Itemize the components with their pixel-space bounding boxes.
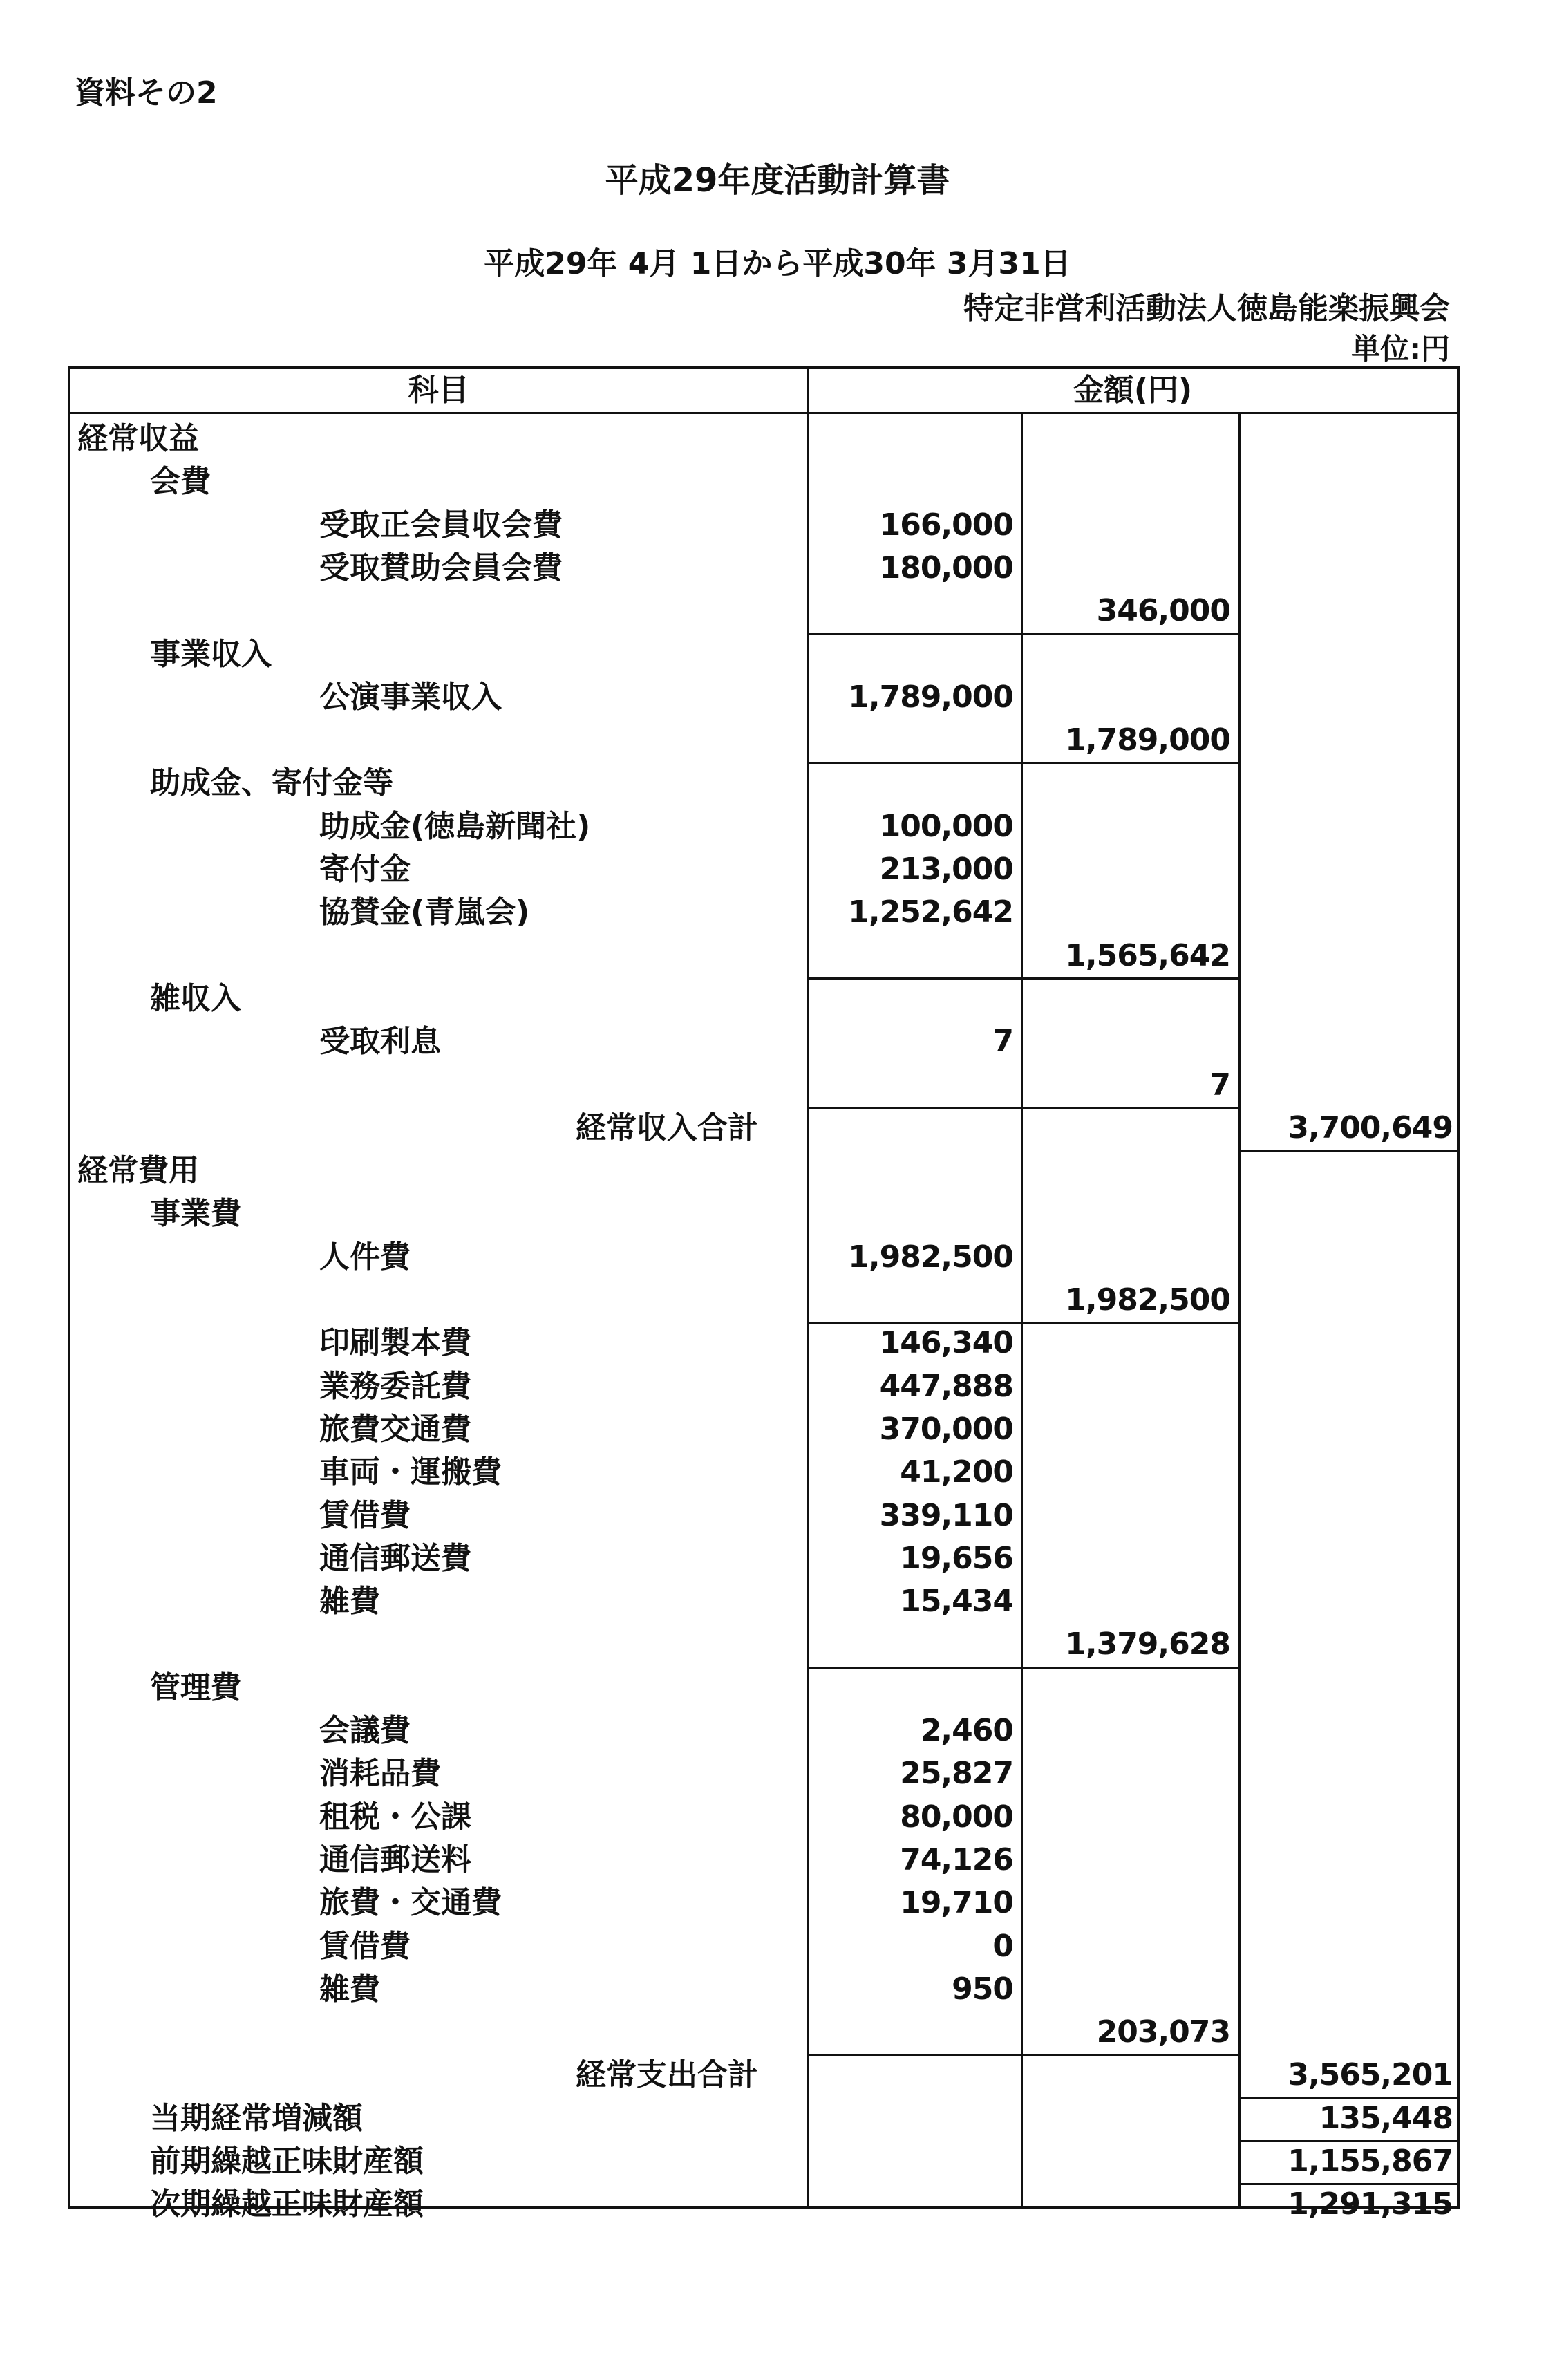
table-row: [70, 1365, 1457, 1408]
table-row: [70, 1064, 1457, 1107]
column-header-amount: 金額(円): [1073, 373, 1193, 408]
table-row: [70, 1408, 1457, 1451]
row-label: 次期繰越正味財産額: [150, 2186, 424, 2222]
row-label: 消耗品費: [319, 1756, 441, 1792]
row-label: 賃借費: [319, 1497, 411, 1533]
detail-amount: 447,888: [879, 1368, 1013, 1404]
row-label: 受取賛助会員会費: [319, 550, 563, 585]
fiscal-period: 平成29年 4月 1日から平成30年 3月31日: [484, 246, 1071, 281]
row-label: 管理費: [150, 1669, 241, 1705]
table-row: [70, 547, 1457, 590]
table-row: [70, 460, 1457, 503]
table-row: [70, 1968, 1457, 2011]
detail-amount: 1,982,500: [848, 1239, 1013, 1275]
row-label: 会費: [150, 464, 211, 500]
row-label: 事業収入: [150, 636, 272, 672]
row-label: 受取利息: [319, 1024, 441, 1060]
subtotal-amount: 7: [1209, 1067, 1230, 1103]
row-label: 車両・運搬費: [319, 1454, 502, 1490]
table-row: [70, 2054, 1457, 2097]
row-label: 助成金、寄付金等: [150, 765, 393, 801]
detail-amount: 180,000: [879, 550, 1013, 585]
table-row: [70, 1020, 1457, 1063]
detail-amount: 19,656: [900, 1540, 1013, 1576]
currency-unit: 単位:円: [1351, 332, 1450, 366]
total-amount: 135,448: [1319, 2100, 1453, 2136]
table-row: [70, 1451, 1457, 1494]
table-row: [70, 1709, 1457, 1752]
table-row: [70, 1667, 1457, 1709]
row-label: 印刷製本費: [319, 1325, 471, 1361]
detail-amount: 0: [992, 1928, 1013, 1964]
detail-amount: 7: [992, 1024, 1013, 1060]
table-row: [70, 935, 1457, 977]
subtotal-amount: 1,982,500: [1065, 1282, 1230, 1318]
row-label: 公演事業収入: [319, 679, 502, 715]
row-label: 賃借費: [319, 1928, 411, 1964]
table-row: [70, 1150, 1457, 1192]
table-row: [70, 891, 1457, 934]
row-label: 雑費: [319, 1584, 380, 1620]
row-label: 事業費: [150, 1196, 241, 1232]
total-amount: 1,155,867: [1288, 2144, 1453, 2179]
detail-amount: 41,200: [900, 1454, 1013, 1490]
row-label: 経常支出合計: [576, 2057, 758, 2093]
row-label: 寄付金: [319, 852, 411, 887]
section-total-rule: [807, 2054, 1238, 2056]
subtotal-amount: 346,000: [1096, 593, 1230, 629]
row-label: 受取正会員収会費: [319, 507, 563, 543]
table-row: [70, 2097, 1457, 2140]
row-label: 協賛金(青嵐会): [319, 894, 530, 930]
table-row: [70, 1623, 1457, 1666]
row-label: 助成金(徳島新聞社): [319, 808, 591, 844]
row-label: 経常収益: [77, 421, 199, 456]
table-row: [70, 762, 1457, 805]
detail-amount: 19,710: [900, 1885, 1013, 1921]
table-row: [70, 1279, 1457, 1322]
table-row: [70, 1752, 1457, 1795]
detail-amount: 146,340: [879, 1325, 1013, 1361]
table-row: [70, 977, 1457, 1020]
table-row: [70, 719, 1457, 762]
row-label: 旅費・交通費: [319, 1885, 502, 1921]
table-row: [70, 1925, 1457, 1968]
table-row: [70, 1796, 1457, 1839]
row-label: 前期繰越正味財産額: [150, 2144, 424, 2179]
organization-name: 特定非営利活動法人徳島能楽振興会: [963, 291, 1450, 326]
table-row: [70, 1236, 1457, 1279]
row-label: 経常収入合計: [576, 1109, 758, 1145]
table-row: [70, 805, 1457, 848]
table-row: [70, 1494, 1457, 1537]
row-label: 会議費: [319, 1713, 411, 1748]
detail-amount: 166,000: [879, 507, 1013, 543]
row-label: 業務委託費: [319, 1368, 471, 1404]
row-label: 通信郵送費: [319, 1540, 471, 1576]
section-total-rule: [807, 1107, 1238, 1109]
table-row: [70, 1839, 1457, 1882]
detail-amount: 213,000: [879, 852, 1013, 887]
table-row: [70, 1322, 1457, 1365]
table-row: [70, 590, 1457, 633]
table-row: [70, 1107, 1457, 1150]
total-amount: 3,565,201: [1288, 2057, 1453, 2093]
header-divider: [70, 412, 1457, 414]
document-title: 平成29年度活動計算書: [605, 161, 950, 200]
table-row: [70, 848, 1457, 891]
table-row: [70, 2140, 1457, 2183]
row-label: 旅費交通費: [319, 1411, 471, 1447]
table-row: [70, 1580, 1457, 1623]
subtotal-amount: 1,789,000: [1065, 722, 1230, 758]
table-row: [70, 1537, 1457, 1580]
table-row: [70, 676, 1457, 719]
detail-amount: 950: [952, 1971, 1013, 2007]
detail-amount: 15,434: [900, 1584, 1013, 1620]
table-row: [70, 2011, 1457, 2054]
row-label: 雑収入: [150, 980, 241, 1016]
detail-amount: 74,126: [900, 1842, 1013, 1877]
subtotal-amount: 203,073: [1096, 2014, 1230, 2050]
table-row: [70, 2183, 1457, 2226]
row-label: 経常費用: [77, 1153, 199, 1189]
row-label: 人件費: [319, 1239, 411, 1275]
column-header-subject: 科目: [408, 373, 469, 408]
detail-amount: 2,460: [920, 1713, 1013, 1748]
subtotal-amount: 1,379,628: [1065, 1627, 1230, 1662]
table-row: [70, 418, 1457, 460]
detail-amount: 1,252,642: [848, 894, 1013, 930]
table-row: [70, 504, 1457, 547]
total-amount: 1,291,315: [1288, 2186, 1453, 2222]
document-label: 資料その2: [75, 75, 218, 111]
row-label: 租税・公課: [319, 1799, 471, 1835]
total-amount: 3,700,649: [1288, 1109, 1453, 1145]
row-label: 通信郵送料: [319, 1842, 471, 1877]
detail-amount: 370,000: [879, 1411, 1013, 1447]
detail-amount: 100,000: [879, 808, 1013, 844]
subtotal-amount: 1,565,642: [1065, 937, 1230, 973]
table-row: [70, 1882, 1457, 1924]
row-label: 雑費: [319, 1971, 380, 2007]
detail-amount: 25,827: [900, 1756, 1013, 1792]
detail-amount: 339,110: [879, 1497, 1013, 1533]
row-label: 当期経常増減額: [150, 2100, 363, 2136]
table-row: [70, 1192, 1457, 1235]
table-row: [70, 633, 1457, 676]
detail-amount: 80,000: [900, 1799, 1013, 1835]
activity-statement-table: [68, 366, 1460, 2222]
detail-amount: 1,789,000: [848, 679, 1013, 715]
